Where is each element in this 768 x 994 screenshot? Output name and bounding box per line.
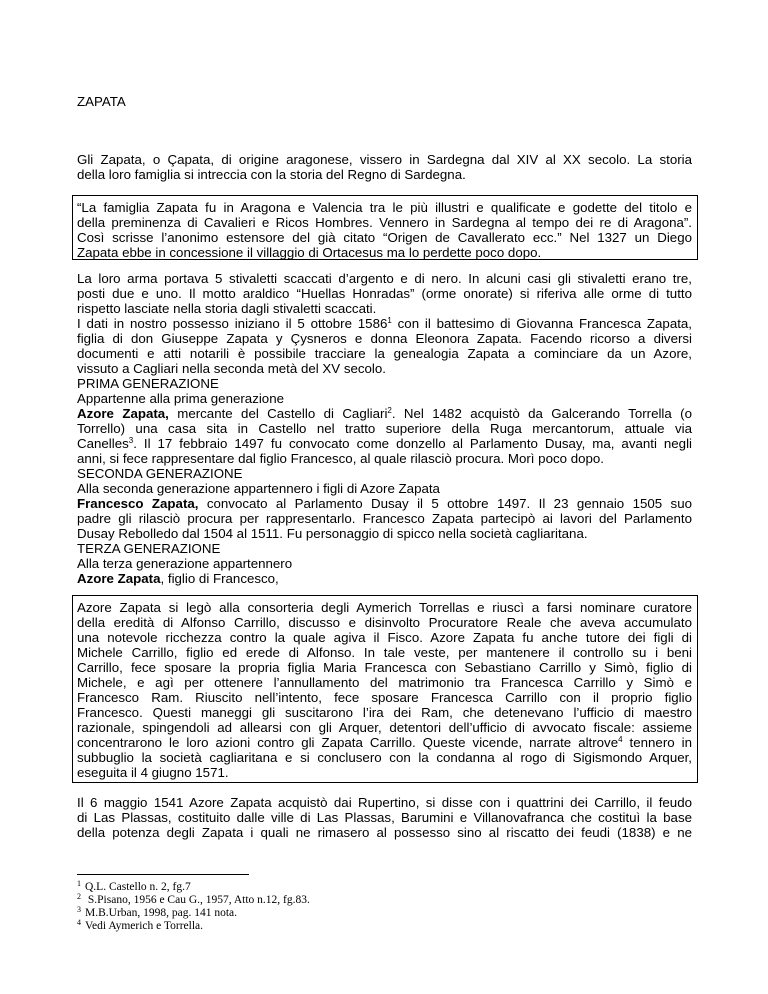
feud-line: di Las Plassas, costituito dalle ville di Las Plassas, Barumini e Villanovafranca che costituì la base — [77, 810, 692, 825]
box-line: razionale, spingendoli ad allearsi con gli Arquer, detentori dell’ufficio di avvocato fiscale: assieme — [77, 720, 692, 735]
quote-line: “La famiglia Zapata fu in Aragona e Valencia tra le più illustri e qualificate e godette del titolo e — [77, 200, 692, 215]
generation-intro: Alla terza generazione appartennero — [77, 556, 293, 571]
azore1-line: anni, si fece rappresentare dal figlio Francesco, al quale rilasciò procura. Morì poco dopo. — [77, 451, 604, 466]
generation-heading: PRIMA GENERAZIONE — [77, 376, 219, 391]
feud-line: Il 6 maggio 1541 Azore Zapata acquistò dai Rupertino, si disse con i quattrini dei Carrillo, il feudo — [77, 795, 692, 810]
data-line: vissuto a Cagliari nella seconda metà del XV secolo. — [77, 361, 386, 376]
data-line: figlia di don Giuseppe Zapata y Çysneros e donna Eleonora Zapata. Facendo ricorso a diversi — [77, 331, 692, 346]
footnote: $^2$ S.Pisano, 1956 e Cau G., 1957, Atto n.12, fg.83. — [77, 892, 310, 906]
box-line: eseguita il 4 giugno 1571. — [77, 765, 229, 780]
footnote-ref: 1 — [387, 316, 392, 325]
generation-heading: TERZA GENERAZIONE — [77, 541, 221, 556]
box-line: Francesco. Questi maneggi gli suscitarono l’ira dei Ram, che detenevano l’ufficio di maestro — [77, 705, 692, 720]
person-name: Azore Zapata — [77, 571, 161, 586]
box-line: della eredità di Alfonso Carrillo, discusso e disinvolto Procuratore Reale che aveva accumulato — [77, 615, 692, 630]
box-line: una notevole ricchezza contro la quale agiva il Fisco. Azore Zapata fu anche tutore dei figli di — [77, 630, 692, 645]
footnote-ref: 3 — [128, 436, 134, 445]
generation-intro: Appartenne alla prima generazione — [77, 391, 284, 406]
footnote: $^3$ M.B.Urban, 1998, pag. 141 nota. — [77, 905, 238, 919]
box-line: Michele Carrillo, figlio ed erede di Alfonso. In tale veste, per mantenere il controllo su i beni — [77, 645, 692, 660]
quote-line: della preminenza di Cavalieri e Ricos Hombres. Vennero in Sardegna al tempo dei re di Aragona”. — [77, 215, 692, 230]
footnote: $^4$ Vedi Aymerich e Torrella. — [77, 918, 203, 932]
footnote-ref: 2 — [387, 406, 392, 415]
box-line: Francesco Ram. Riuscito nell’intento, fece sposare Francesca Carrillo con il proprio figlio — [77, 690, 692, 705]
box-line: concentrarono le loro azioni contro gli Zapata Carrillo. Queste vicende, narrate altrove$^4$ tennero in — [77, 735, 692, 750]
feud-line: della potenza degli Zapata i quali ne rimasero al possesso sino al riscatto dei feudi (1838) e ne — [77, 825, 692, 840]
person-name: Francesco Zapata, — [77, 496, 199, 511]
data-line: documenti e atti notarili è possibile tracciare la genealogia Zapata a cominciare da un Azore, — [77, 346, 692, 361]
box-line: Carrillo, fece sposare la propria figlia Maria Francesca con Sebastiano Carrillo y Simò, figlio di — [77, 660, 692, 675]
azore1-line: Azore Zapata, mercante del Castello di Cagliari$^2$. Nel 1482 acquistò da Galcerando Torrella (o — [77, 406, 692, 421]
box-line: subbuglio la società cagliaritana e si conclusero con la condanna al rogo di Sigismondo Arquer, — [77, 750, 692, 765]
person-name: Azore Zapata, — [77, 406, 169, 421]
box-line: Michele, e agì per ottenere l’annullamento del matrimonio tra Francesca Carrillo y Simò e — [77, 675, 692, 690]
francesco-line: padre gli rilasciò procura per rappresentarlo. Francesco Zapata partecipò ai lavori del Parlamento — [77, 511, 692, 526]
page-title: ZAPATA — [77, 94, 126, 109]
footnote: $^1$ Q.L. Castello n. 2, fg.7 — [77, 879, 191, 893]
azore2-line: Azore Zapata, figlio di Francesco, — [77, 571, 279, 586]
intro-line: Gli Zapata, o Çapata, di origine aragonese, vissero in Sardegna dal XIV al XX secolo. La storia — [77, 152, 692, 167]
footnote-separator — [77, 874, 249, 875]
azore1-line: Torrello) una casa sita in Castello nel tratto superiore della Ruga mercantorum, attuale via — [77, 421, 692, 436]
francesco-line: Francesco Zapata, convocato al Parlamento Dusay il 5 ottobre 1497. Il 23 gennaio 1505 suo — [77, 496, 693, 511]
azore1-line: Canelles$^3$. Il 17 febbraio 1497 fu convocato come donzello al Parlamento Dusay, ma, avanti negli — [77, 436, 692, 451]
box-line: Azore Zapata si legò alla consorteria degli Aymerich Torrellas e riuscì a farsi nominare curatore — [77, 600, 692, 615]
arms-line: rispetto lasciate nella storia dagli stivaletti scaccati. — [77, 301, 377, 316]
data-line: I dati in nostro possesso iniziano il 5 ottobre 1586$^1$ con il battesimo di Giovanna Francesca Zapata, — [77, 316, 693, 331]
quote-line: Zapata ebbe in concessione il villaggio di Ortacesus ma lo perdette poco dopo. — [77, 245, 542, 260]
intro-line: della loro famiglia si intreccia con la storia del Regno di Sardegna. — [77, 167, 466, 182]
arms-line: posti due e uno. Il motto araldico “Huellas Honradas” (orme onorate) si riferiva alle orme di tutto — [77, 286, 692, 301]
francesco-line: Dusay Rebolledo dal 1504 al 1511. Fu personaggio di spicco nella società cagliaritana. — [77, 526, 588, 541]
generation-intro: Alla seconda generazione appartennero i figli di Azore Zapata — [77, 481, 440, 496]
arms-line: La loro arma portava 5 stivaletti scaccati d’argento e di nero. In alcuni casi gli stivaletti erano tre, — [77, 271, 692, 286]
quote-line: Così scrisse l’anonimo estensore del già citato “Origen de Cavallerato ecc.” Nel 1327 un Diego — [77, 230, 692, 245]
footnote-ref: 4 — [618, 735, 623, 744]
generation-heading: SECONDA GENERAZIONE — [77, 466, 243, 481]
